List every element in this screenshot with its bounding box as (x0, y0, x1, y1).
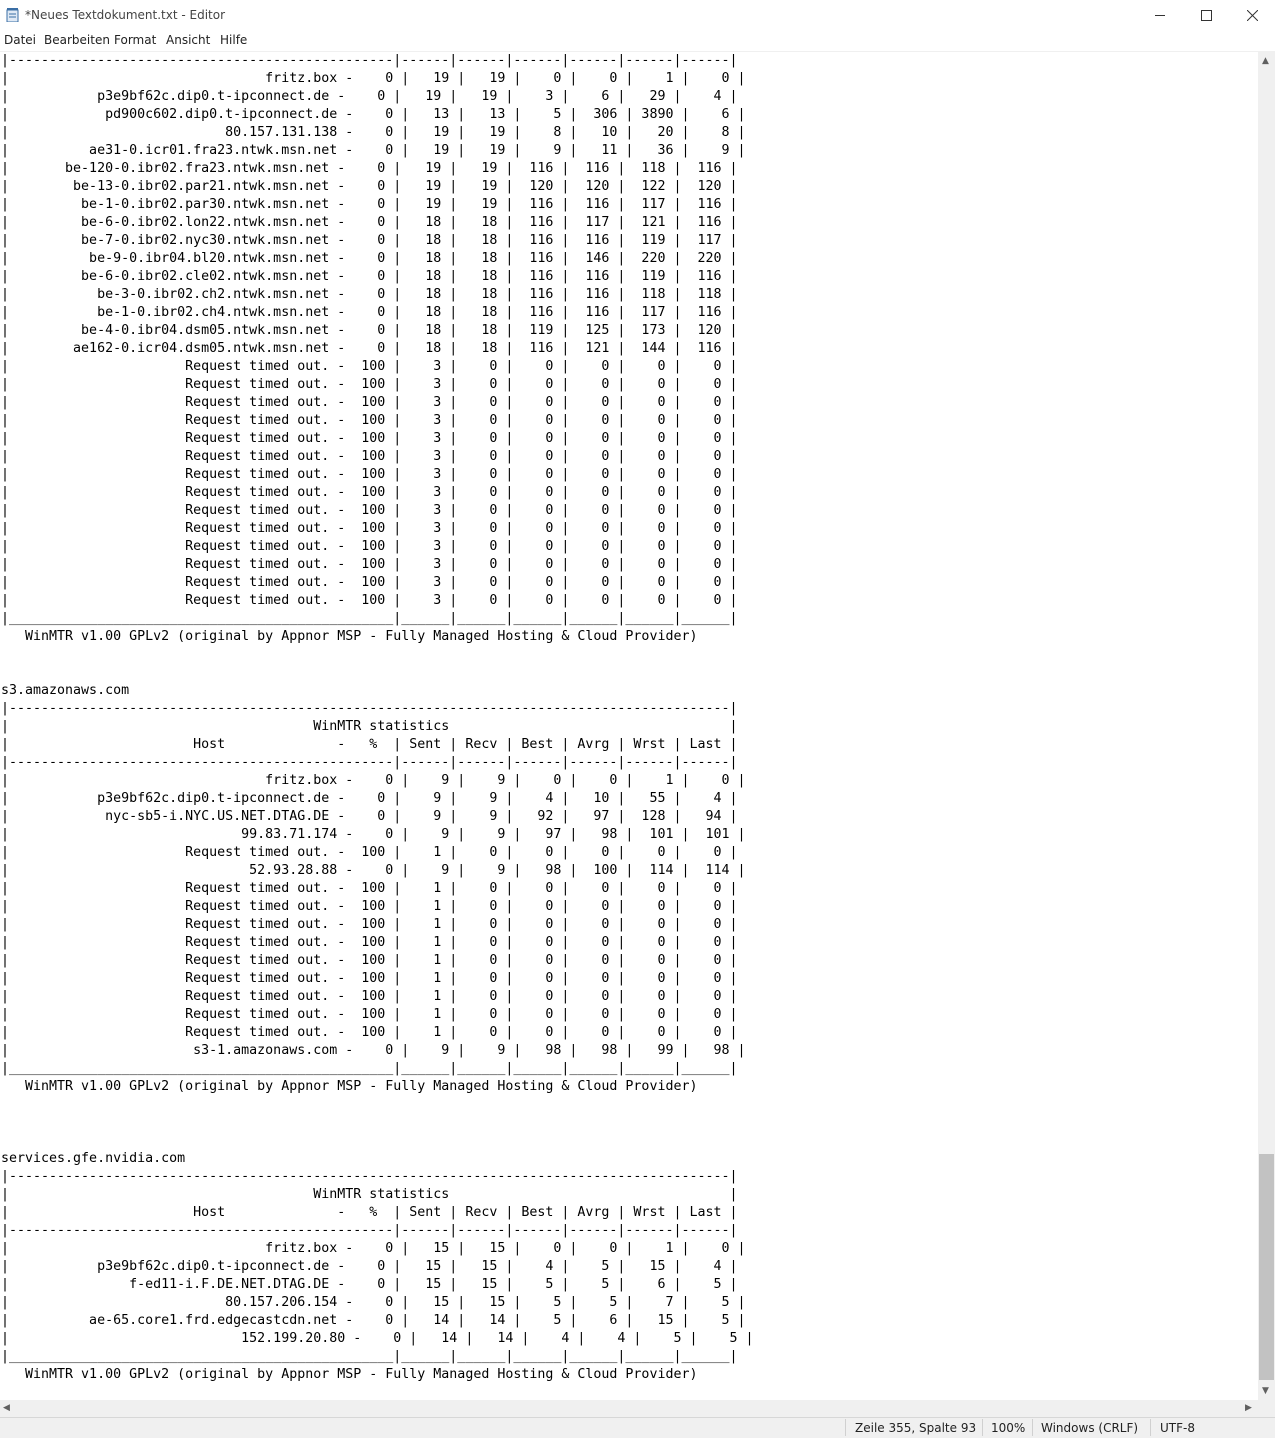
menu-datei[interactable]: Datei (4, 33, 37, 47)
menu-hilfe[interactable]: Hilfe (220, 33, 248, 47)
horizontal-scrollbar[interactable] (0, 1400, 1258, 1417)
status-separator (845, 1419, 846, 1436)
notepad-icon (6, 8, 19, 22)
minimize-button[interactable] (1137, 0, 1183, 31)
scroll-right-icon[interactable]: ▶ (1245, 1403, 1252, 1413)
status-separator (1150, 1419, 1151, 1436)
scrollbar-corner (1258, 1400, 1275, 1417)
text-editor[interactable] (0, 52, 1258, 1400)
encoding: UTF-8 (1160, 1421, 1195, 1435)
editor-content[interactable]: |------------------------------------------------|------|------|------|------|------|------| | fritz.box - 0 | 19 | 19 | 0 | 0 | 1 | 0 | | p3e9bf62c.dip0.t-ipconnect.de - 0 | 19 | 19 | 3 | 6 | 29 | 4 | | pd900c602.dip0.t-ipconnect.de - 0 | 13 | 13 | 5 | 306 | 3890 | 6 | | 80.157.131.138 - 0 | 19 | 19 | 8 | 10 | 20 | 8 | | ae31-0.icr01.fra23.ntwk.msn.net - 0 | 19 | 19 | 9 | 11 | 36 | 9 | | be-120-0.ibr02.fra23.ntwk.msn.net - 0 | 19 | 19 | 116 | 116 | 118 | 116 | | be-13-0.ibr02.par21.ntwk.msn.net - 0 | 19 | 19 | 120 | 120 | 122 | 120 | | be-1-0.ibr02.par30.ntwk.msn.net - 0 | 19 | 19 | 116 | 116 | 117 | 116 | | be-6-0.ibr02.lon22.ntwk.msn.net - 0 | 18 | 18 | 116 | 117 | 121 | 116 | | be-7-0.ibr02.nyc30.ntwk.msn.net - 0 | 18 | 18 | 116 | 116 | 119 | 117 | | be-9-0.ibr04.bl20.ntwk.msn.net - 0 | 18 | 18 | 116 | 146 | 220 | 220 | | be-6-0.ibr02.cle02.ntwk.msn.net - 0 | 18 | 18 | 116 | 116 | 119 | 116 | | be-3-0.ibr02.ch2.ntwk.msn.net - 0 | 18 | 18 | 116 | 116 | 118 | 118 | | be-1-0.ibr02.ch4.ntwk.msn.net - 0 | 18 | 18 | 116 | 116 | 117 | 116 | | be-4-0.ibr04.dsm05.ntwk.msn.net - 0 | 18 | 18 | 119 | 125 | 173 | 120 | | ae162-0.icr04.dsm05.ntwk.msn.net - 0 | 18 | 18 | 116 | 121 | 144 | 116 | | Request timed out. - 100 | 3 | 0 | 0 | 0 | 0 | 0 | | Request timed out. - 100 | 3 | 0 | 0 | 0 | 0 | 0 | | Request timed out. - 100 | 3 | 0 | 0 | 0 | 0 | 0 | | Request timed out. - 100 | 3 | 0 | 0 | 0 | 0 | 0 | | Request timed out. - 100 | 3 | 0 | 0 | 0 | 0 | 0 | | Request timed out. - 100 | 3 | 0 | 0 | 0 | 0 | 0 | | Request timed out. - 100 | 3 | 0 | 0 | 0 | 0 | 0 | | Request timed out. - 100 | 3 | 0 | 0 | 0 | 0 | 0 | | Request timed out. - 100 | 3 | 0 | 0 | 0 | 0 | 0 | | Request timed out. - 100 | 3 | 0 | 0 | 0 | 0 | 0 | | Request timed out. - 100 | 3 | 0 | 0 | 0 | 0 | 0 | | Request timed out. - 100 | 3 | 0 | 0 | 0 | 0 | 0 | | Request timed out. - 100 | 3 | 0 | 0 | 0 | 0 | 0 | | Request timed out. - 100 | 3 | 0 | 0 | 0 | 0 | 0 | |________________________________________________|______|______|______|______|______|______| WinMTR v1.00 GPLv2 (original by Appnor MSP - Fully Managed Hosting & Cloud Provider) s3.amazonaws.com |------------------------------------------------------------------------------------------| | WinMTR statistics | | Host - % | Sent | Recv | Best | Avrg | Wrst | Last | |------------------------------------------------|------|------|------|------|------|------| | fritz.box - 0 | 9 | 9 | 0 | 0 | 1 | 0 | | p3e9bf62c.dip0.t-ipconnect.de - 0 | 9 | 9 | 4 | 10 | 55 | 4 | | nyc-sb5-i.NYC.US.NET.DTAG.DE - 0 | 9 | 9 | 92 | 97 | 128 | 94 | | 99.83.71.174 - 0 | 9 | 9 | 97 | 98 | 101 | 101 | | Request timed out. - 100 | 1 | 0 | 0 | 0 | 0 | 0 | | 52.93.28.88 - 0 | 9 | 9 | 98 | 100 | 114 | 114 | | Request timed out. - 100 | 1 | 0 | 0 | 0 | 0 | 0 | | Request timed out. - 100 | 1 | 0 | 0 | 0 | 0 | 0 | | Request timed out. - 100 | 1 | 0 | 0 | 0 | 0 | 0 | | Request timed out. - 100 | 1 | 0 | 0 | 0 | 0 | 0 | | Request timed out. - 100 | 1 | 0 | 0 | 0 | 0 | 0 | | Request timed out. - 100 | 1 | 0 | 0 | 0 | 0 | 0 | | Request timed out. - 100 | 1 | 0 | 0 | 0 | 0 | 0 | | Request timed out. - 100 | 1 | 0 | 0 | 0 | 0 | 0 | | Request timed out. - 100 | 1 | 0 | 0 | 0 | 0 | 0 | | s3-1.amazonaws.com - 0 | 9 | 9 | 98 | 98 | 99 | 98 | |________________________________________________|______|______|______|______|______|______| WinMTR v1.00 GPLv2 (original by Appnor MSP - Fully Managed Hosting & Cloud Provider) services.gfe.nvidia.com |------------------------------------------------------------------------------------------| | WinMTR statistics | | Host - % | Sent | Recv | Best | Avrg | Wrst | Last | |------------------------------------------------|------|------|------|------|------|------| | fritz.box - 0 | 15 | 15 | 0 | 0 | 1 | 0 | | p3e9bf62c.dip0.t-ipconnect.de - 0 | 15 | 15 | 4 | 5 | 15 | 4 | | f-ed11-i.F.DE.NET.DTAG.DE - 0 | 15 | 15 | 5 | 5 | 6 | 5 | | 80.157.206.154 - 0 | 15 | 15 | 5 | 5 | 7 | 5 | | ae-65.core1.frd.edgecastcdn.net - 0 | 14 | 14 | 5 | 6 | 15 | 5 | | 152.199.20.80 - 0 | 14 | 14 | 4 | 4 | 5 | 5 | |________________________________________________|______|______|______|______|______|______| WinMTR v1.00 GPLv2 (original by Appnor MSP - Fully Managed Hosting & Cloud Provider) (1, 53, 754, 1382)
zoom-level: 100% (991, 1421, 1026, 1435)
vertical-scroll-thumb[interactable] (1259, 1154, 1274, 1380)
close-icon (1247, 10, 1258, 21)
cursor-position: Zeile 355, Spalte 93 (855, 1421, 977, 1435)
maximize-button[interactable] (1183, 0, 1229, 31)
close-button[interactable] (1229, 0, 1275, 31)
scroll-down-icon[interactable]: ▼ (1262, 1386, 1269, 1396)
status-separator (982, 1419, 983, 1436)
maximize-icon (1201, 10, 1212, 21)
menu-format[interactable]: Format (114, 33, 157, 47)
scroll-left-icon[interactable]: ◀ (3, 1403, 10, 1413)
menu-ansicht[interactable]: Ansicht (166, 33, 211, 47)
minimize-icon (1155, 10, 1166, 21)
title-bar (0, 0, 1275, 31)
scroll-up-icon[interactable]: ▲ (1262, 56, 1269, 66)
line-ending: Windows (CRLF) (1041, 1421, 1139, 1435)
status-separator (1032, 1419, 1033, 1436)
menu-bearbeiten[interactable]: Bearbeiten (44, 33, 110, 47)
window-title: *Neues Textdokument.txt - Editor (25, 8, 226, 22)
